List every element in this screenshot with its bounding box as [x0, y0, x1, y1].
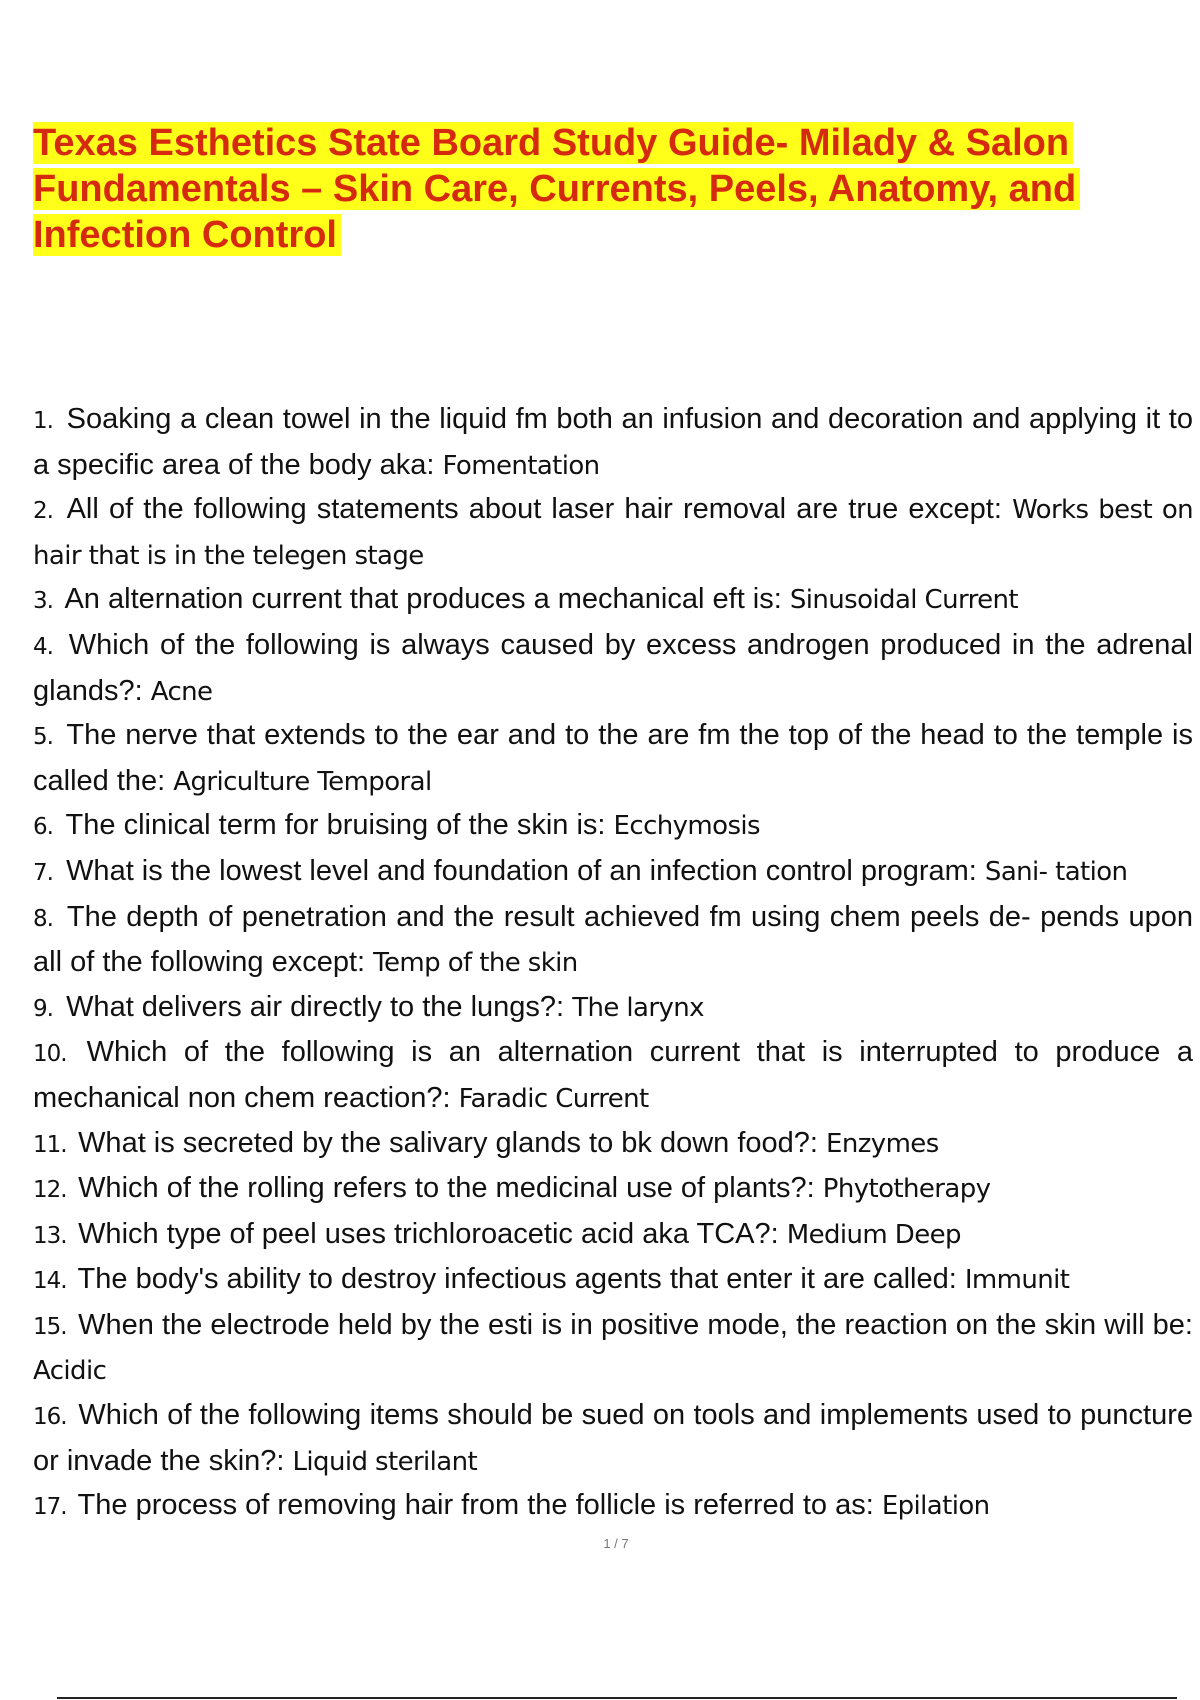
question-text: Which type of peel uses trichloroacetic acid aka TCA?:	[78, 1217, 779, 1250]
question-item	[33, 1304, 1193, 1394]
question-item	[33, 624, 1193, 714]
question-number: 3.	[33, 588, 53, 615]
question-text: An alternation current that produces a mechanical eft is:	[64, 583, 782, 616]
question-list	[33, 398, 1193, 1530]
question-item	[33, 1167, 1193, 1213]
question-text: The depth of penetration and the result achieved fm using chem peels de- pends upon all of the following except:	[33, 900, 1193, 979]
question-number: 4.	[33, 633, 53, 660]
answer-text: Acidic	[33, 1356, 107, 1387]
question-text: Which of the rolling refers to the medicinal use of plants?:	[78, 1172, 815, 1205]
question-number: 8.	[33, 905, 53, 932]
answer-text: The larynx	[572, 992, 704, 1023]
question-item	[33, 578, 1193, 624]
answer-text: Acne	[150, 676, 213, 707]
question-text: Which of the following is an alternation current that is interrupted to produce a mechanical non chem reaction?:	[33, 1036, 1193, 1114]
answer-text: Fomentation	[442, 450, 600, 481]
question-text: All of the following statements about laser hair removal are true except:	[66, 493, 1002, 526]
answer-text: Works best on hair that is in the telegen stage	[33, 495, 1193, 571]
question-text: Which of the following is always caused by excess androgen produced in the adrenal glands?:	[33, 628, 1193, 707]
answer-text: Enzymes	[826, 1128, 939, 1159]
question-item	[33, 1394, 1193, 1484]
answer-text: Epilation	[881, 1491, 990, 1522]
document-title-text: Texas Esthetics State Board Study Guide- Milady & Salon Fundamentals – Skin Care, Currents, Peels, Anatomy, and Infection Control	[33, 122, 1080, 256]
answer-text: Medium Deep	[786, 1219, 961, 1250]
question-number: 1.	[33, 408, 53, 434]
answer-text: Sinusoidal Current	[789, 585, 1019, 616]
question-number: 13.	[33, 1222, 67, 1249]
answer-text: Agriculture Temporal	[173, 766, 432, 797]
question-number: 2.	[33, 498, 53, 525]
answer-text: Temp of the skin	[373, 948, 578, 979]
question-item	[33, 804, 1193, 850]
question-item	[33, 1258, 1193, 1304]
answer-text: Liquid sterilant	[292, 1446, 478, 1477]
question-item	[33, 986, 1193, 1032]
answer-text: Immunit	[964, 1265, 1070, 1296]
question-text: The nerve that extends to the ear and to the are fm the top of the head to the temple is called the:	[33, 719, 1193, 797]
question-number: 11.	[33, 1131, 67, 1158]
page-divider	[57, 1697, 1177, 1699]
question-item	[33, 714, 1193, 804]
question-item	[33, 398, 1193, 488]
question-item	[33, 1484, 1193, 1530]
answer-text: Faradic Current	[458, 1083, 649, 1114]
question-number: 16.	[33, 1404, 67, 1431]
question-text: What delivers air directly to the lungs?:	[66, 990, 565, 1023]
question-item	[33, 1031, 1193, 1121]
question-item	[33, 850, 1193, 896]
question-text: The clinical term for bruising of the skin is:	[65, 809, 606, 842]
question-item	[33, 1122, 1193, 1168]
question-item	[33, 488, 1193, 578]
page-number: 1 / 7	[603, 1536, 629, 1551]
question-number: 14.	[33, 1268, 67, 1295]
question-number: 5.	[33, 724, 53, 751]
answer-text: Sani- tation	[984, 856, 1128, 887]
document-title	[33, 120, 1153, 258]
question-text: The body's ability to destroy infectious agents that enter it are called:	[77, 1263, 957, 1296]
question-text: What is the lowest level and foundation of an infection control program:	[66, 854, 977, 887]
question-text: What is secreted by the salivary glands to bk down food?:	[78, 1126, 818, 1159]
answer-text: Ecchymosis	[613, 811, 760, 842]
question-item	[33, 896, 1193, 986]
question-number: 17.	[33, 1494, 67, 1521]
question-number: 12.	[33, 1177, 67, 1204]
question-number: 15.	[33, 1313, 67, 1340]
question-number: 10.	[33, 1041, 67, 1068]
question-item	[33, 1213, 1193, 1259]
question-number: 7.	[33, 859, 53, 886]
question-text: Which of the following items should be sued on tools and implements used to puncture or invade the skin?:	[33, 1399, 1193, 1477]
question-number: 9.	[33, 995, 53, 1022]
question-text: The process of removing hair from the follicle is referred to as:	[77, 1489, 874, 1522]
answer-text: Phytotherapy	[822, 1174, 991, 1205]
question-text: When the electrode held by the esti is in positive mode, the reaction on the skin will be:	[78, 1308, 1193, 1341]
question-text: Soaking a clean towel in the liquid fm both an infusion and decoration and applying it to a specific area of the body aka:	[33, 403, 1193, 481]
question-number: 6.	[33, 814, 53, 841]
